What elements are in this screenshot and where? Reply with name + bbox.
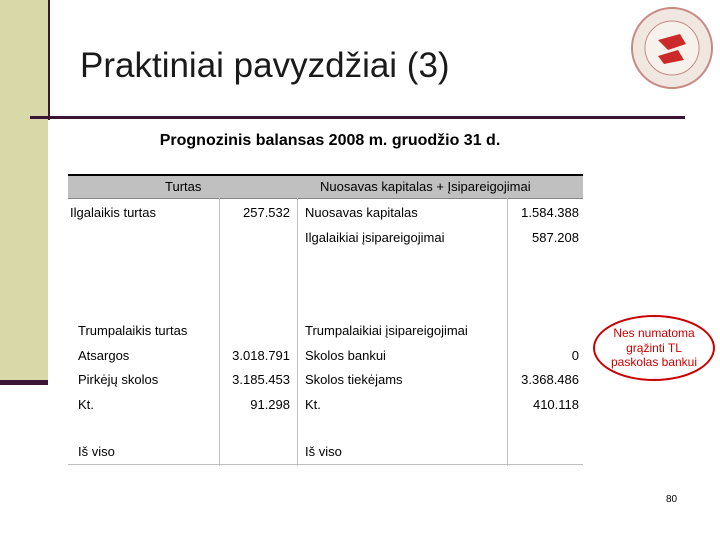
row-label-right: Skolos bankui	[305, 348, 386, 363]
column-separator	[297, 198, 298, 466]
table-bottom-rule	[68, 464, 583, 465]
row-label-left: Ilgalaikis turtas	[70, 205, 156, 220]
row-value-left: 91.298	[250, 397, 290, 412]
slide-title: Praktiniai pavyzdžiai (3)	[80, 46, 450, 85]
title-underline	[30, 116, 685, 119]
row-label-left: Atsargos	[78, 348, 130, 363]
row-label-left: Iš viso	[78, 444, 115, 459]
sidebar-accent-bar	[0, 380, 48, 385]
header-equity-liabilities: Nuosavas kapitalas + Įsipareigojimai	[320, 179, 531, 194]
balance-sheet-table	[68, 174, 583, 466]
vertical-accent-line	[48, 0, 50, 120]
row-value-right: 1.584.388	[521, 205, 579, 220]
row-value-right: 410.118	[532, 397, 579, 412]
header-assets: Turtas	[165, 179, 202, 194]
row-label-right: Ilgalaikiai įsipareigojimai	[305, 230, 445, 245]
row-value-right: 0	[571, 348, 579, 363]
annotation-callout	[593, 315, 715, 381]
row-label-right: Kt.	[305, 397, 321, 412]
row-label-left: Trumpalaikis turtas	[78, 323, 188, 338]
row-value-right: 3.368.486	[521, 372, 579, 387]
decorative-sidebar	[0, 0, 48, 385]
row-label-right: Trumpalaikiai įsipareigojimai	[305, 323, 468, 338]
university-logo	[628, 4, 716, 92]
table-header	[68, 176, 583, 199]
row-value-left: 3.018.791	[232, 348, 290, 363]
row-label-right: Nuosavas kapitalas	[305, 205, 418, 220]
row-value-right: 587.208	[532, 230, 579, 245]
balance-sheet-title: Prognozinis balansas 2008 m. gruodžio 31 d.	[159, 132, 501, 149]
page-number: 80	[666, 494, 678, 505]
row-label-right: Skolos tiekėjams	[305, 372, 403, 387]
annotation-text: Nes numatoma grąžinti TL paskolas bankui	[610, 326, 698, 370]
row-label-right: Iš viso	[305, 444, 342, 459]
column-separator	[219, 198, 220, 466]
row-label-left: Pirkėjų skolos	[78, 372, 159, 387]
row-value-left: 257.532	[243, 205, 290, 220]
row-value-left: 3.185.453	[232, 372, 290, 387]
row-label-left: Kt.	[78, 397, 94, 412]
